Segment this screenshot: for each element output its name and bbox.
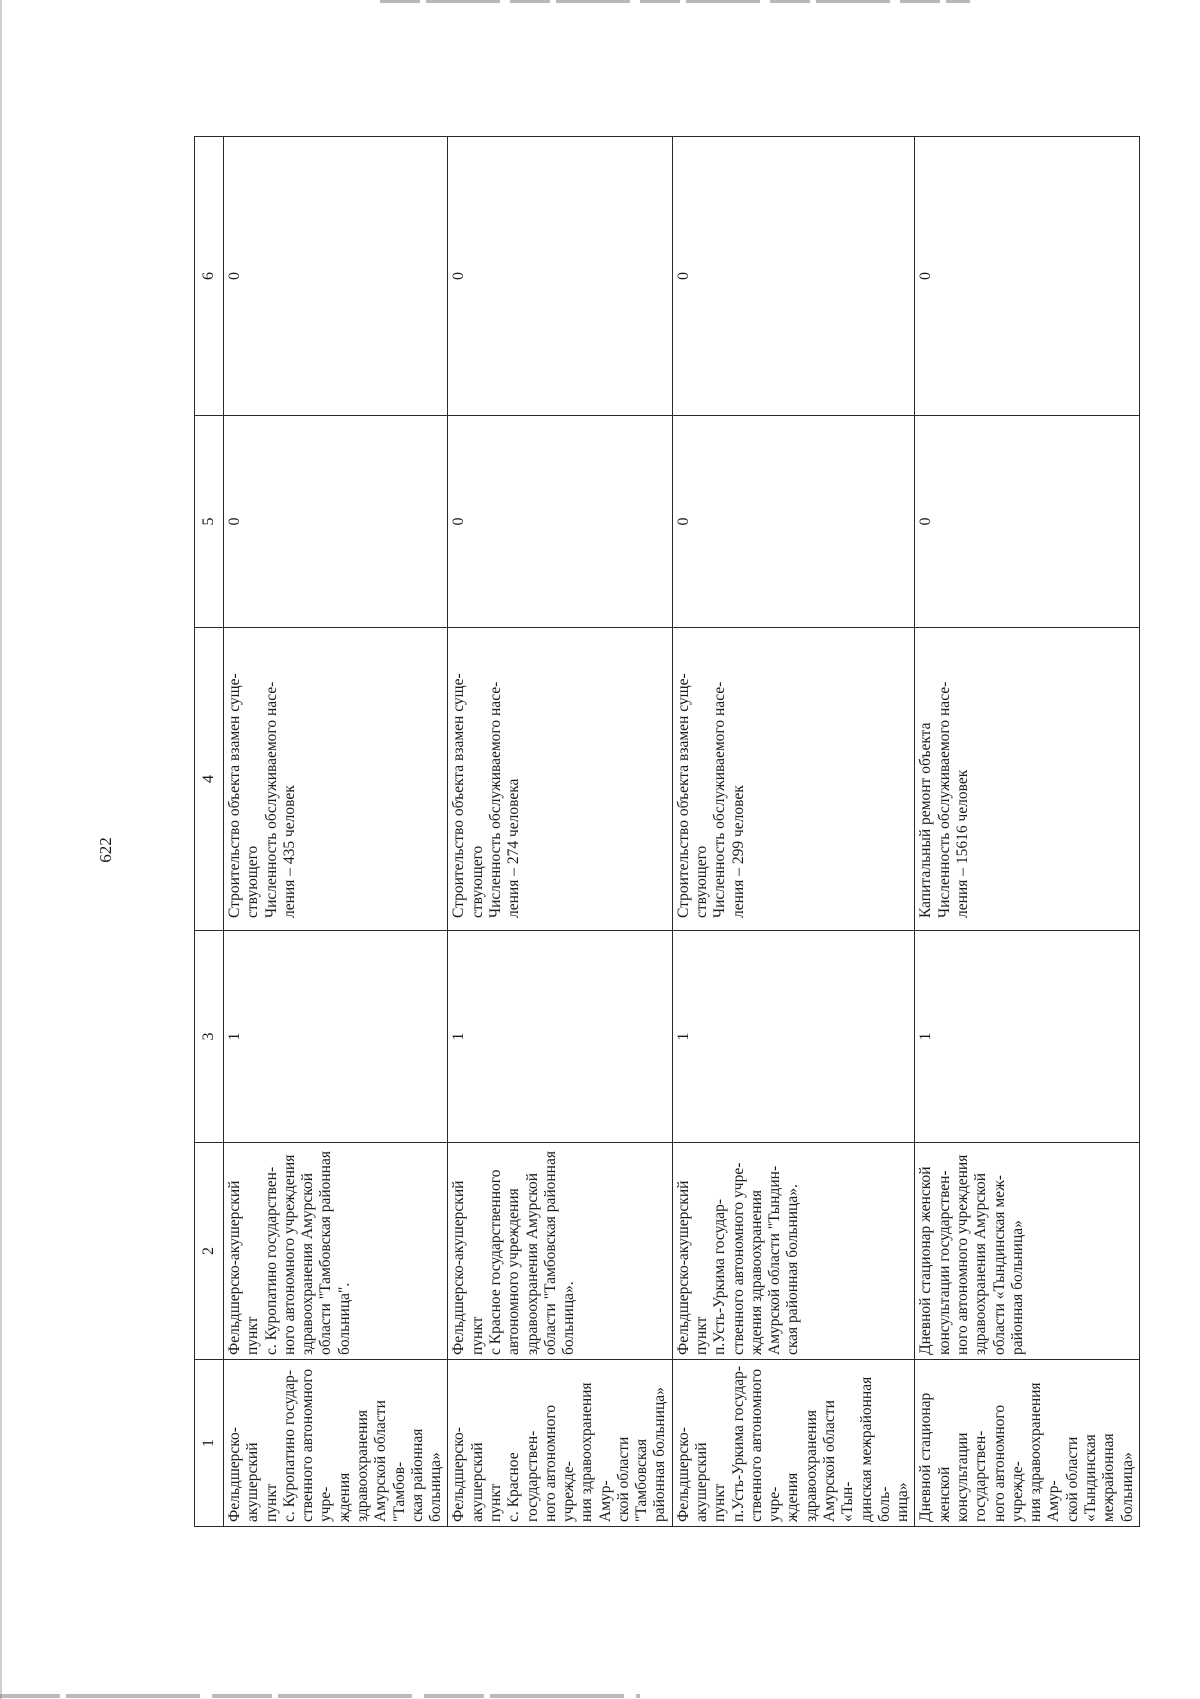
table-row (448, 137, 672, 1527)
cell-facility-name: Дневной стационар женской консультации государствен- ного автономного учрежде- ния здравоохранения Амур- ской области «Тындинская межрайонная больница» (915, 1360, 1139, 1527)
header-col-5: 5 (195, 416, 224, 628)
cell-col5: 0 (448, 416, 672, 628)
cell-facility-new: Фельдшерско-акушерский пункт с Красное государственного автономного учреждения здравоохранения Амурской области "Тамбовская районная больница». (448, 1143, 672, 1360)
cell-col6: 0 (915, 137, 1139, 416)
cell-col5: 0 (915, 416, 1139, 628)
facility-table (194, 136, 1140, 1527)
cell-count: 1 (224, 931, 448, 1143)
cell-col5: 0 (672, 416, 915, 628)
cell-description: Капитальный ремонт объекта Численность обслуживаемого насе- ления – 15616 человек (915, 628, 1139, 931)
cell-col6: 0 (224, 137, 448, 416)
header-col-6: 6 (195, 137, 224, 416)
cell-facility-name: Фельдшерско-акушерский пункт с. Красное государствен- ного автономного учрежде- ния здравоохранения Амур- ской области "Тамбовская районная больница» (448, 1360, 672, 1527)
cell-facility-new: Фельдшерско-акушерский пункт п.Усть-Уркима государ- ственного автономного учре- ждения здравоохранения Амурской области "Тындин- ская районная больница». (672, 1143, 915, 1360)
table-row (672, 137, 915, 1527)
cell-facility-name: Фельдшерско-акушерский пункт с. Куропатино государ- ственного автономного учре- ждения здравоохранения Амурской области "Тамбов- ская районная больница» (224, 1360, 448, 1527)
cell-col6: 0 (672, 137, 915, 416)
cell-facility-name: Фельдшерско-акушерский пункт п.Усть-Уркима государ- ственного автономного учре- ждения здравоохранения Амурской области «Тын- динская межрайонная боль- ница» (672, 1360, 915, 1527)
header-col-3: 3 (195, 931, 224, 1143)
cell-description: Строительство объекта взамен суще- ствующего Численность обслуживаемого насе- ления – 435 человек (224, 628, 448, 931)
cell-col5: 0 (224, 416, 448, 628)
header-col-2: 2 (195, 1143, 224, 1360)
header-row (195, 137, 224, 1527)
cell-description: Строительство объекта взамен суще- ствующего Численность обслуживаемого насе- ления – 274 человека (448, 628, 672, 931)
cell-description: Строительство объекта взамен суще- ствующего Численность обслуживаемого насе- ления – 299 человек (672, 628, 915, 931)
cell-count: 1 (915, 931, 1139, 1143)
cell-facility-new: Фельдшерско-акушерский пункт с. Куропатино государствен- ного автономного учреждения здравоохранения Амурской области "Тамбовская районная больница". (224, 1143, 448, 1360)
table-row (915, 137, 1139, 1527)
page-number: 622 (96, 837, 115, 863)
cell-count: 1 (448, 931, 672, 1143)
table-row (224, 137, 448, 1527)
cell-col6: 0 (448, 137, 672, 416)
header-col-1: 1 (195, 1360, 224, 1527)
header-col-4: 4 (195, 628, 224, 931)
cell-facility-new: Дневной стационар женской консультации государствен- ного автономного учреждения здравоохранения Амурской области «Тындинская меж- районная больница» (915, 1143, 1139, 1360)
cell-count: 1 (672, 931, 915, 1143)
